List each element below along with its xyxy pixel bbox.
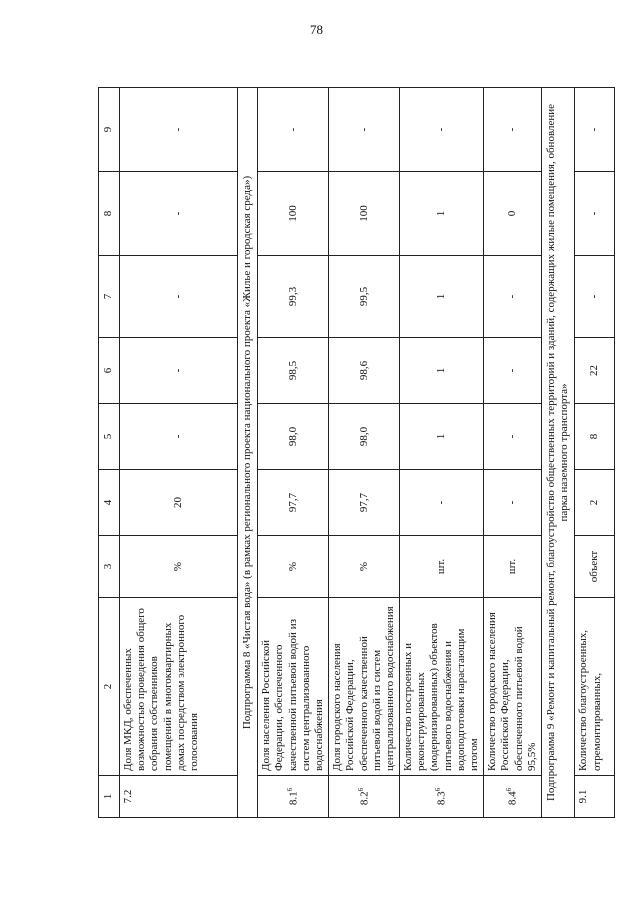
subprogram-row bbox=[541, 88, 574, 818]
value-cell: 99,5 bbox=[329, 256, 400, 338]
indicators-table bbox=[98, 87, 615, 818]
value-cell: 1 bbox=[400, 172, 484, 256]
table-row bbox=[484, 88, 542, 818]
value-cell: - bbox=[400, 470, 484, 536]
value-cell: 97,7 bbox=[329, 470, 400, 536]
table-row bbox=[258, 88, 329, 818]
unit-cell: шт. bbox=[400, 536, 484, 598]
indicator-name: Количество благоустроенных, отремонтированных, bbox=[575, 598, 615, 776]
table-row bbox=[575, 88, 615, 818]
value-cell: - bbox=[258, 88, 329, 172]
header-cell: 7 bbox=[99, 256, 120, 338]
row-number: 7.2 bbox=[120, 776, 238, 818]
header-cell: 4 bbox=[99, 470, 120, 536]
indicator-name: Доля городского населения Российской Федерации, обеспеченного качественной питьевой водой из систем централизованного водоснабжения bbox=[329, 598, 400, 776]
subprogram-row bbox=[238, 88, 258, 818]
row-number: 9.1 bbox=[575, 776, 615, 818]
value-cell: - bbox=[120, 338, 238, 404]
unit-cell: объект bbox=[575, 536, 615, 598]
page-number: 78 bbox=[310, 22, 323, 37]
indicator-name: Доля МКД, обеспеченных возможностью проведения общего собрания собственников помещений в многоквартирных домах посредством электронного голосования bbox=[120, 598, 238, 776]
header-cell: 3 bbox=[99, 536, 120, 598]
value-cell: 98,0 bbox=[329, 404, 400, 470]
value-cell: 99,3 bbox=[258, 256, 329, 338]
row-number: $8.2^6$ bbox=[329, 776, 400, 818]
value-cell: 1 bbox=[400, 338, 484, 404]
indicator-name: Количество городского населения Российской Федерации, обеспеченного питьевой водой 95,5% bbox=[484, 598, 542, 776]
header-cell: 6 bbox=[99, 338, 120, 404]
value-cell: - bbox=[329, 88, 400, 172]
value-cell: 20 bbox=[120, 470, 238, 536]
header-row bbox=[99, 88, 120, 818]
value-cell: 22 bbox=[575, 338, 615, 404]
table-row bbox=[329, 88, 400, 818]
value-cell: 98,0 bbox=[258, 404, 329, 470]
indicator-name: Количество построенных и реконструированных (модернизированных) объектов питьевого водоснабжения и водоподготовки нарастающим итогом bbox=[400, 598, 484, 776]
value-cell: 97,7 bbox=[258, 470, 329, 536]
subprogram-8-title: Подпрограмма 8 «Чистая вода» (в рамках регионального проекта национального проекта «Жилье и городская среда») bbox=[238, 88, 258, 818]
unit-cell: % bbox=[120, 536, 238, 598]
unit-cell: % bbox=[258, 536, 329, 598]
row-number: $8.1^6$ bbox=[258, 776, 329, 818]
header-cell: 9 bbox=[99, 88, 120, 172]
value-cell: 2 bbox=[575, 470, 615, 536]
value-cell: - bbox=[120, 256, 238, 338]
value-cell: - bbox=[120, 88, 238, 172]
value-cell: - bbox=[484, 338, 542, 404]
value-cell: - bbox=[400, 88, 484, 172]
indicator-name: Доля населения Российской Федерации, обеспеченного качественной питьевой водой из систем централизованного водоснабжения bbox=[258, 598, 329, 776]
value-cell: 0 bbox=[484, 172, 542, 256]
value-cell: 1 bbox=[400, 256, 484, 338]
header-cell: 8 bbox=[99, 172, 120, 256]
value-cell: - bbox=[120, 172, 238, 256]
value-cell: 98,5 bbox=[258, 338, 329, 404]
header-cell: 2 bbox=[99, 598, 120, 776]
value-cell: 100 bbox=[329, 172, 400, 256]
value-cell: - bbox=[575, 256, 615, 338]
table-row bbox=[120, 88, 238, 818]
value-cell: - bbox=[575, 172, 615, 256]
value-cell: - bbox=[575, 88, 615, 172]
header-cell: 1 bbox=[99, 776, 120, 818]
table-row bbox=[400, 88, 484, 818]
value-cell: - bbox=[484, 256, 542, 338]
unit-cell: % bbox=[329, 536, 400, 598]
unit-cell: шт. bbox=[484, 536, 542, 598]
rotated-table-container bbox=[98, 88, 603, 818]
row-number: $8.3^6$ bbox=[400, 776, 484, 818]
value-cell: 1 bbox=[400, 404, 484, 470]
value-cell: - bbox=[484, 88, 542, 172]
value-cell: - bbox=[120, 404, 238, 470]
row-number: $8.4^6$ bbox=[484, 776, 542, 818]
value-cell: - bbox=[484, 470, 542, 536]
value-cell: - bbox=[484, 404, 542, 470]
value-cell: 8 bbox=[575, 404, 615, 470]
value-cell: 100 bbox=[258, 172, 329, 256]
value-cell: 98,6 bbox=[329, 338, 400, 404]
header-cell: 5 bbox=[99, 404, 120, 470]
subprogram-9-title: Подпрограмма 9 «Ремонт и капитальный ремонт, благоустройство общественных территорий и зданий, содержащих жилые помещения, обновление парка наземного транспорта» bbox=[541, 88, 574, 818]
